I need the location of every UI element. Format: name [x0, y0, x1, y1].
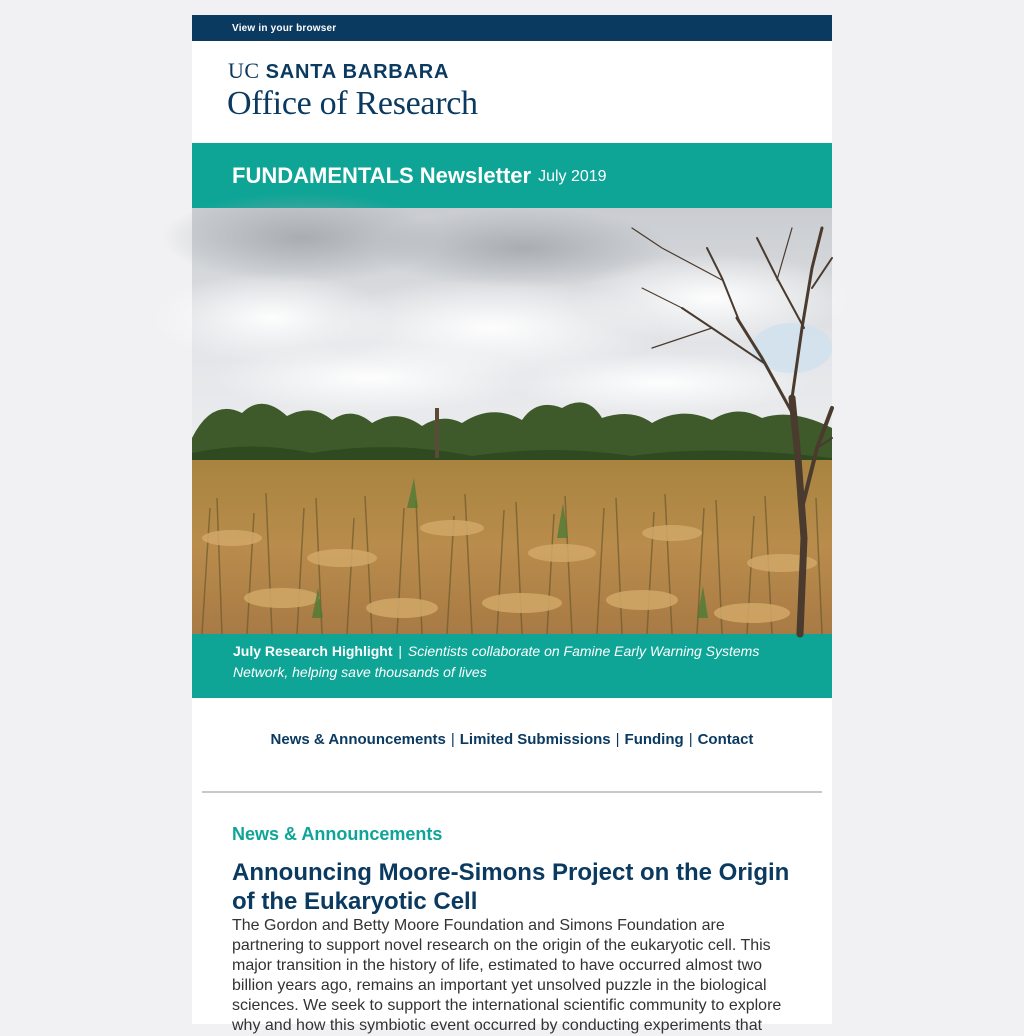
- nav-funding[interactable]: Funding: [624, 731, 684, 748]
- newsletter-date: July 2019: [538, 168, 607, 185]
- view-in-browser-link[interactable]: View in your browser: [232, 22, 337, 34]
- nav-separator: |: [450, 731, 455, 748]
- nav-separator: |: [688, 731, 693, 748]
- newsletter-title: FUNDAMENTALS Newsletter: [232, 162, 532, 188]
- research-highlight-caption[interactable]: [192, 634, 832, 698]
- logo-uc: UC: [228, 58, 260, 83]
- article-headline[interactable]: Announcing Moore-Simons Project on the Origin of the Eukaryotic Cell: [232, 859, 790, 915]
- drought-cornfield-photo-icon: [192, 208, 832, 634]
- nav-limited-submissions[interactable]: Limited Submissions: [459, 731, 611, 748]
- nav-separator: |: [615, 731, 620, 748]
- logo-santa-barbara: SANTA BARBARA: [265, 61, 450, 83]
- nav-news-announcements[interactable]: News & Announcements: [270, 731, 446, 748]
- hero-image[interactable]: [192, 208, 832, 634]
- caption-description: Scientists collaborate on Famine Early Warning Systems Network, helping save thousands of lives: [233, 643, 760, 680]
- top-bar: [192, 15, 832, 41]
- newsletter-nav: [192, 698, 832, 781]
- logo-office-of-research: Office of Research: [227, 85, 478, 122]
- nav-contact[interactable]: Contact: [697, 731, 754, 748]
- caption-separator: |: [398, 643, 403, 659]
- article-section: [192, 793, 832, 1036]
- article-body: The Gordon and Betty Moore Foundation and Simons Foundation are partnering to support novel research on the origin of the eukaryotic cell. This major transition in the history of life, estimated to have occurred almost two billion years ago, remains an important yet unsolved puzzle in the biological sciences. We seek to support the international scientific community to explore why and how this symbiotic event occurred by conducting experiments that: [232, 917, 782, 1034]
- ucsb-office-of-research-logo[interactable]: [192, 41, 832, 143]
- caption-lead: July Research Highlight: [233, 643, 393, 659]
- email-container: [192, 15, 832, 1034]
- logo-ucsb-wordmark: [228, 58, 449, 84]
- section-label: News & Announcements: [232, 824, 443, 844]
